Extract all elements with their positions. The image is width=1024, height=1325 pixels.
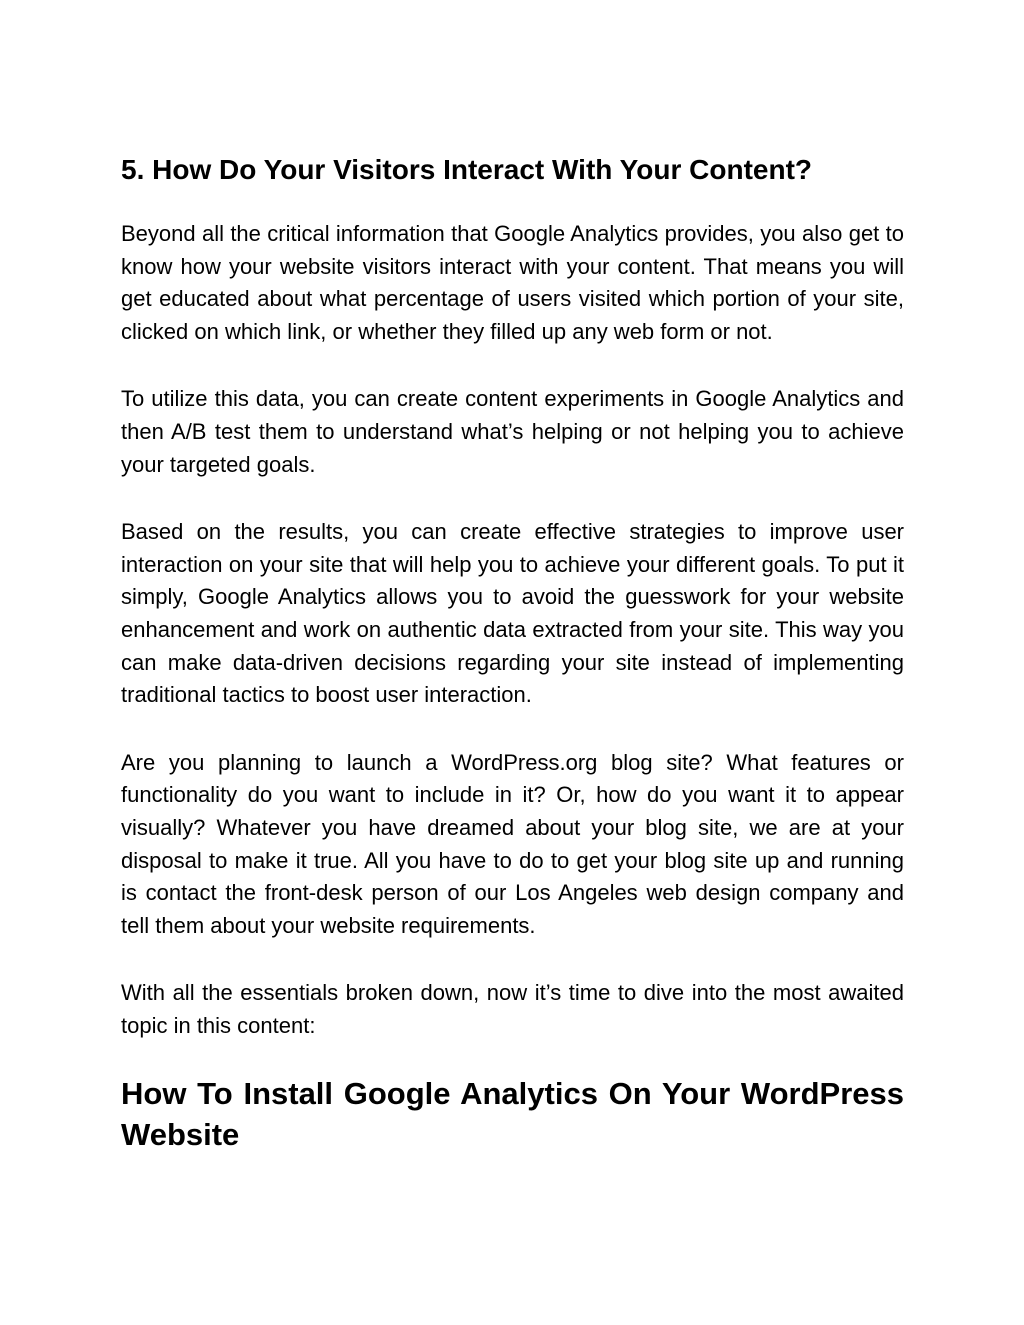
main-heading: How To Install Google Analytics On Your WordPress Website	[121, 1076, 904, 1153]
paragraph-strategies: Based on the results, you can create effective strategies to improve user interaction on your site that will help you to achieve your different goals. To put it simply, Google Analytics allows you to avoid the guesswork for your website enhancement and work on authentic data extracted from your site. This way you can make data-driven decisions regarding your site instead of implementing traditional tactics to boost user interaction.	[121, 519, 904, 708]
section-heading: 5. How Do Your Visitors Interact With Your Content?	[121, 154, 812, 185]
paragraph-blog-launch: Are you planning to launch a WordPress.org blog site? What features or functionality do you want to include in it? Or, how do you want it to appear visually? Whatever you have dreamed about your blog site, we are at your disposal to make it true. All you have to do to get your blog site up and running is contact the front-desk person of our Los Angeles web design company and tell them about your website requirements.	[121, 749, 904, 938]
document-page	[121, 152, 904, 1155]
paragraph-transition: With all the essentials broken down, now it’s time to dive into the most awaited topic in this content:	[121, 980, 904, 1038]
paragraph-visitor-interaction: Beyond all the critical information that Google Analytics provides, you also get to know how your website visitors interact with your content. That means you will get educated about what percentage of users visited which portion of your site, clicked on which link, or whether they filled up any web form or not.	[121, 221, 904, 344]
paragraph-content-experiments: To utilize this data, you can create content experiments in Google Analytics and then A/B test them to understand what’s helping or not helping you to achieve your targeted goals.	[121, 386, 904, 477]
